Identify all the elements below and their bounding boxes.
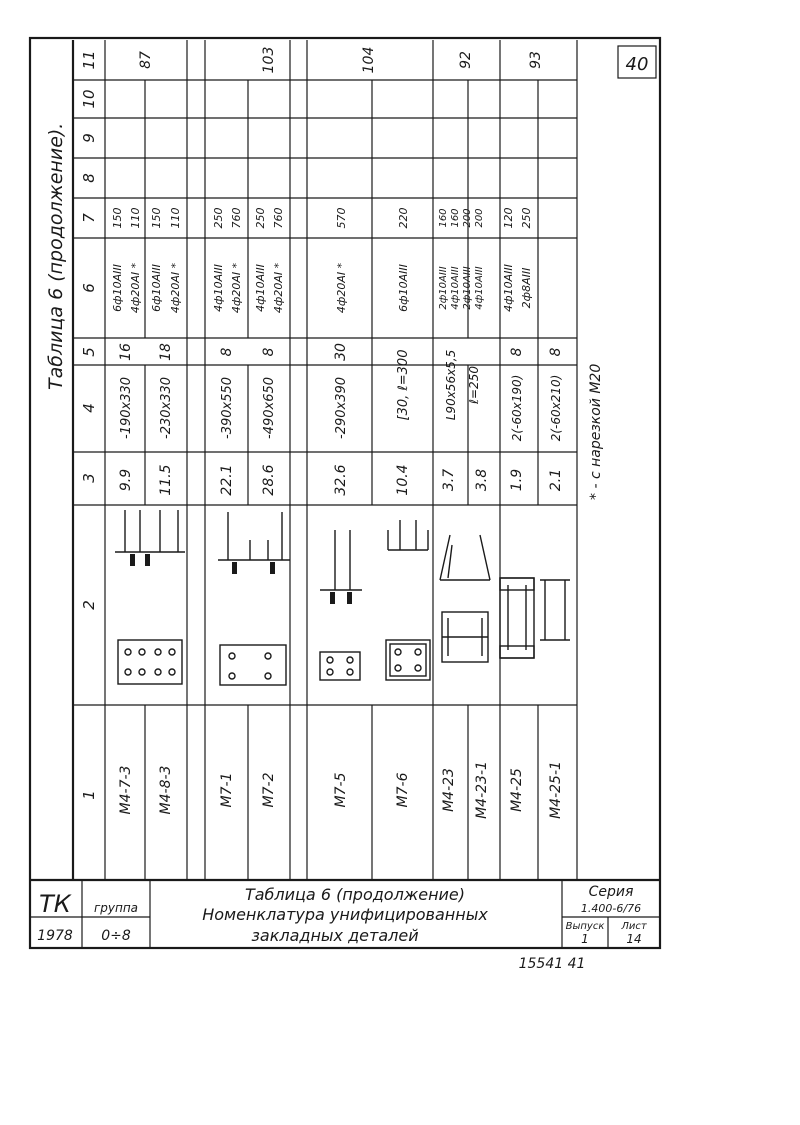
row-anchor-1: 4ф20АI *: [335, 262, 348, 314]
archive-stamp: 15541 41: [518, 956, 586, 972]
row-anchor-1: 4ф10АIII: [502, 264, 515, 312]
part-sketch-m7-1: [218, 512, 290, 685]
col-num-10: 10: [80, 89, 98, 109]
row-anchor-2: 2ф8АIII: [520, 267, 533, 309]
row-anchor-1: 2ф10АIII: [462, 266, 473, 310]
col-num-3: 3: [80, 473, 98, 483]
table-row: [212, 208, 243, 808]
row-length-2: 160: [450, 208, 461, 228]
row-section: -230х330: [159, 376, 174, 440]
row-length-1: 160: [438, 208, 449, 228]
part-sketch-m4-23: [440, 535, 490, 662]
row-mark: М7-2: [261, 772, 277, 808]
sheet-number: 40: [625, 54, 649, 75]
col11-value: 103: [261, 46, 277, 74]
row-length-2: 200: [474, 208, 485, 228]
row-length-1: 570: [335, 207, 348, 229]
row-anchor-1: 2ф10АIII: [438, 266, 449, 310]
footnote: * - с нарезкой М20: [588, 363, 604, 500]
row-mass: 11.5: [158, 464, 174, 496]
row-length-2: 110: [129, 207, 142, 229]
row-length-2: 760: [272, 207, 285, 229]
column-number-row: [80, 50, 98, 799]
title-block: [30, 880, 660, 948]
row-section: -190х330: [119, 376, 134, 440]
table-row: [438, 208, 461, 811]
table-row: [502, 208, 533, 812]
row-mark: М4-23: [441, 768, 457, 812]
table-row: [395, 208, 411, 808]
row-mark: М4-25: [509, 768, 525, 812]
row-anchor-2: 4ф10АIII: [474, 266, 485, 310]
tk-logo: ТК: [39, 890, 71, 918]
title-line-1: Таблица 6 (продолжение): [244, 885, 466, 904]
col-num-7: 7: [80, 213, 98, 223]
row-mass: 9.9: [118, 468, 134, 492]
col11-value: 93: [528, 51, 544, 69]
col-num-6: 6: [80, 283, 98, 293]
issue-value: 1: [581, 932, 589, 946]
group-label: группа: [93, 901, 139, 915]
table-row: [254, 208, 285, 808]
row-length-1: 150: [150, 207, 163, 229]
col-num-8: 8: [80, 173, 98, 183]
row-mark: М4-7-3: [118, 765, 134, 815]
last-column-values: [138, 47, 544, 74]
table-row: [548, 347, 564, 818]
side-table-title: Таблица 6 (продолжение).: [45, 122, 67, 390]
row-length-1: 220: [397, 207, 410, 229]
series-value: 1.400-6/76: [580, 902, 642, 915]
col-num-9: 9: [80, 133, 98, 143]
row-section: -290х390: [334, 376, 349, 440]
row-mass: 28.6: [261, 464, 277, 496]
row-thickness: 30: [333, 343, 349, 361]
row-anchor-2: 4ф20АI *: [169, 262, 182, 314]
row-thickness: 8: [261, 347, 277, 357]
year: 1978: [37, 928, 73, 944]
row-mass: 3.7: [441, 468, 457, 492]
row-mass: 1.9: [509, 468, 525, 492]
col-num-11: 11: [80, 50, 98, 70]
row-length-1: 120: [502, 207, 515, 229]
col-num-1: 1: [80, 790, 98, 800]
row-anchor-1: 6ф10АIII: [150, 264, 163, 312]
row-section: 2(-60х210): [549, 374, 563, 442]
row-anchor-1: 4ф10АIII: [254, 264, 267, 312]
table-grid: [30, 40, 660, 880]
row-length-2: 110: [169, 207, 182, 229]
row-anchor-2: 4ф10АIII: [450, 266, 461, 310]
row-length-1: 150: [111, 207, 124, 229]
col-num-4: 4: [80, 403, 98, 413]
row-mass: 10.4: [395, 464, 411, 496]
row-section: -390х550: [220, 376, 235, 440]
row-mark: М4-23-1: [474, 761, 490, 819]
row-anchor-2: 4ф20АI *: [272, 262, 285, 314]
row-mass: 3.8: [474, 468, 490, 492]
table-row: [462, 208, 490, 818]
row-section: 2(-60х190): [510, 374, 524, 442]
table-row: [333, 208, 349, 808]
col11-value: 92: [458, 51, 474, 69]
part-sketch-m4-25: [500, 578, 570, 658]
row-section: -490х650: [262, 376, 277, 440]
row-anchor-1: 6ф10АIII: [111, 264, 124, 312]
col11-value: 87: [138, 51, 154, 69]
row-length-2: 250: [520, 207, 533, 229]
row-mass: 22.1: [219, 464, 235, 496]
row-length-1: 200: [462, 208, 473, 228]
row-thickness: 16: [118, 343, 134, 361]
row-length-2: 760: [230, 207, 243, 229]
part-sketch-m7-5: [320, 530, 362, 680]
col11-value: 104: [361, 46, 377, 74]
sheet-value: 14: [626, 932, 642, 946]
row-anchor-1: 6ф10АIII: [397, 264, 410, 312]
table-row: [111, 208, 142, 815]
sheet-label: Лист: [621, 921, 647, 932]
row-mass: 2.1: [548, 468, 564, 492]
title-line-2: Номенклатура унифицированных: [202, 905, 488, 924]
group-value: 0÷8: [101, 928, 131, 944]
row-section: [30, ℓ=300: [396, 349, 411, 421]
row-section: L90х56х5,5: [444, 349, 458, 421]
table-row: [150, 208, 182, 815]
row-length-1: 250: [254, 207, 267, 229]
col-num-2: 2: [80, 600, 98, 610]
row-anchor-2: 4ф20АI *: [230, 262, 243, 314]
col-num-5: 5: [80, 347, 98, 357]
row-mass: 32.6: [333, 464, 349, 496]
row-thickness: 8: [509, 347, 525, 357]
row-mark: М7-6: [395, 772, 411, 808]
row-thickness: 8: [219, 347, 235, 357]
row-mark: М7-5: [333, 772, 349, 808]
series-label: Серия: [588, 884, 634, 900]
part-sketch-m7-6: [386, 520, 430, 680]
part-sketch-m4-7: [115, 510, 185, 684]
row-thickness: 8: [548, 347, 564, 357]
row-section: ℓ=250: [467, 366, 481, 404]
row-thickness: 18: [158, 343, 174, 361]
row-anchor-2: 4ф20АI *: [129, 262, 142, 314]
row-mark: М7-1: [219, 772, 235, 808]
title-line-3: закладных деталей: [251, 926, 419, 945]
row-length-1: 250: [212, 207, 225, 229]
row-anchor-1: 4ф10АIII: [212, 264, 225, 312]
issue-label: Выпуск: [565, 921, 605, 932]
row-mark: М4-8-3: [158, 765, 174, 815]
row-mark: М4-25-1: [548, 761, 564, 819]
